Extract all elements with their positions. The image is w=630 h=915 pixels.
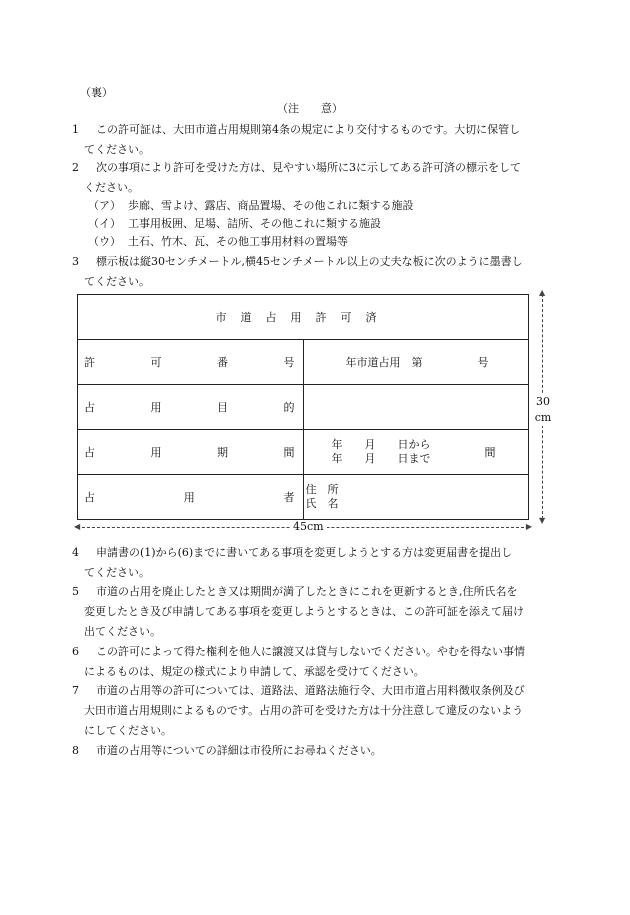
note-5: [72, 582, 562, 642]
note-number: 5: [72, 585, 79, 598]
note-text: てください。: [84, 275, 150, 288]
side-label: （裏）: [80, 86, 113, 99]
table-row: [78, 475, 529, 520]
note-1: [72, 120, 562, 160]
note-text: この許可によって得た権利を他人に譲渡又は貸与しないでください。やむを得ない事情: [96, 645, 525, 658]
note-text: 出てください。: [84, 625, 161, 638]
note-number: 8: [72, 744, 79, 757]
sub-item-i: [88, 214, 381, 234]
sub-item-text: 工事用板囲、足場、詰所、その他これに類する施設: [128, 217, 381, 230]
note-6: [72, 642, 562, 682]
note-text: 市道の占用等についての詳細は市役所にお尋ねください。: [96, 744, 382, 757]
note-7: [72, 681, 562, 741]
arrow-up-icon: ▲: [539, 288, 546, 297]
note-text: 大田市道占用規則によるものです。占用の許可を受けた方は十分注意して違反のないよう: [84, 704, 524, 717]
row-label-period: 占 用 期 間: [78, 430, 304, 475]
note-8: [72, 741, 562, 761]
row-label-occupant: 占 用 者: [78, 475, 304, 520]
sub-item-text: 歩廊、雪よけ、露店、商品置場、その他これに類する施設: [128, 199, 414, 212]
row-value-permit-number: 年市道占用 第 号: [303, 340, 529, 385]
table-row: [78, 430, 529, 475]
table-row: [78, 340, 529, 385]
note-text: てください。: [84, 143, 150, 156]
note-3: [72, 252, 562, 292]
width-label: 45cm: [290, 520, 327, 534]
note-number: 3: [72, 255, 79, 268]
note-number: 1: [72, 123, 79, 136]
note-number: 4: [72, 546, 79, 559]
table-row: [78, 385, 529, 430]
arrow-down-icon: ▼: [539, 516, 546, 525]
arrow-right-icon: ▶: [525, 522, 532, 531]
sign-board-table: [77, 294, 529, 520]
note-number: 7: [72, 684, 79, 697]
note-text: 申請書の(1)から(6)までに書いてある事項を変更しようとする方は変更届書を提出し: [96, 546, 513, 559]
note-text: 次の事項により許可を受けた方は、見やすい場所に3に示してある許可済の標示をして: [96, 161, 521, 174]
note-text: 市道の占用を廃止したとき又は期間が満了したときにこれを更新するとき,住所氏名を: [96, 585, 518, 598]
page-title: （注 意）: [277, 102, 343, 115]
row-label-permit-number: 許 可 番 号: [78, 340, 304, 385]
arrow-left-icon: ◀: [74, 522, 81, 531]
sub-item-text: 土石、竹木、瓦、その他工事用材料の置場等: [128, 235, 348, 248]
note-text: ください。: [84, 181, 139, 194]
sub-item-label: （ウ）: [88, 235, 121, 248]
note-4: [72, 543, 562, 583]
note-text: 変更したとき及び申請してある事項を変更しようとするときは、この許可証を添えて届け: [84, 605, 524, 618]
note-text: 標示板は縦30センチメートル,横45センチメートル以上の丈夫な板に次のように墨書し: [96, 255, 523, 268]
note-number: 2: [72, 161, 79, 174]
note-number: 6: [72, 645, 79, 658]
height-label: 30 cm: [534, 395, 552, 424]
row-value-purpose: [303, 385, 529, 430]
row-value-period: 年 月 日から 年 月 日まで 間: [303, 430, 529, 475]
row-value-occupant: 住 所 氏 名: [303, 475, 529, 520]
sub-item-label: （イ）: [88, 217, 121, 230]
sign-heading: 市道占用許可済: [78, 295, 529, 340]
note-text: によるものは、規定の様式により申請して、承認を受けてください。: [84, 665, 425, 678]
sub-item-label: （ア）: [88, 199, 121, 212]
note-2: [72, 158, 562, 198]
note-text: この許可証は、大田市道占用規則第4条の規定により交付するものです。大切に保管し: [96, 123, 521, 136]
sub-item-u: [88, 232, 348, 252]
note-text: にしてください。: [84, 724, 172, 737]
note-text: てください。: [84, 566, 150, 579]
sub-item-a: [88, 196, 414, 216]
note-text: 市道の占用等の許可については、道路法、道路法施行令、大田市道占用料徴収条例及び: [96, 684, 525, 697]
row-label-purpose: 占 用 目 的: [78, 385, 304, 430]
